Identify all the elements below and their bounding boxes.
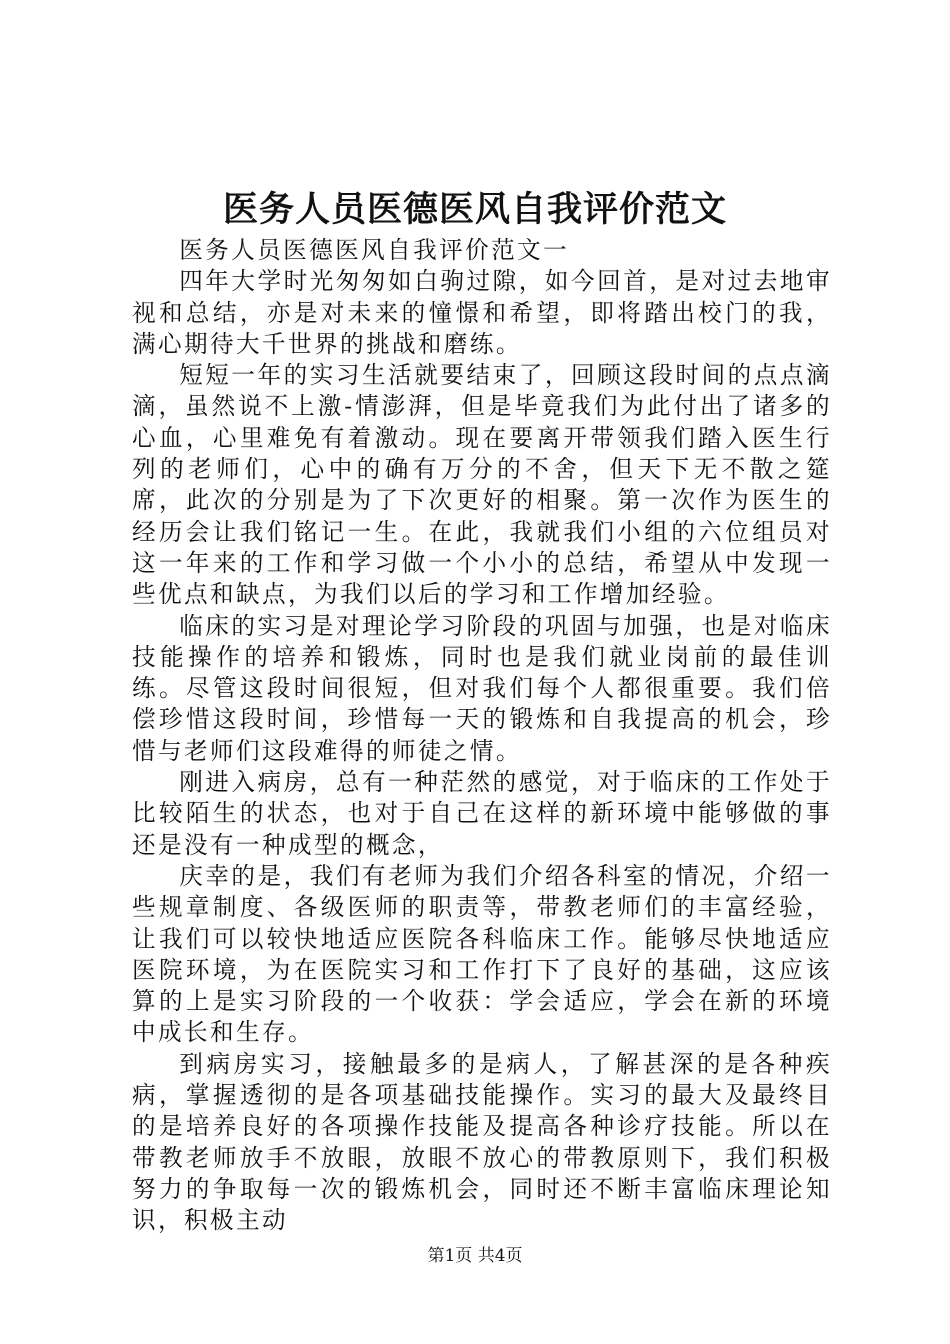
document-title: 医务人员医德医风自我评价范文 — [222, 189, 727, 230]
paragraph-5: 庆幸的是，我们有老师为我们介绍各科室的情况，介绍一些规章制度、各级医师的职责等，带教老师们的丰富经验，让我们可以较快地适应医院各科临床工作。能够尽快地适应医院环境，为在医院实习和工作打下了良好的基础，这应该算的上是实习阶段的一个收获：学会适应，学会在新的环境中成长和生存。 — [132, 861, 832, 1047]
paragraph-2: 短短一年的实习生活就要结束了，回顾这段时间的点点滴滴，虽然说不上激-情澎湃，但是毕竟我们为此付出了诸多的心血，心里难免有着激动。现在要离开带领我们踏入医生行列的老师们，心中的确有万分的不舍，但天下无不散之筵席，此次的分别是为了下次更好的相聚。第一次作为医生的经历会让我们铭记一生。在此，我就我们小组的六位组员对这一年来的工作和学习做一个小小的总结，希望从中发现一些优点和缺点，为我们以后的学习和工作增加经验。 — [132, 361, 832, 609]
paragraph-subtitle: 医务人员医德医风自我评价范文一 — [179, 236, 570, 264]
document-body — [132, 235, 832, 1237]
paragraph-6: 到病房实习，接触最多的是病人，了解甚深的是各种疾病，掌握透彻的是各项基础技能操作。实习的最大及最终目的是培养良好的各项操作技能及提高各种诊疗技能。所以在带教老师放手不放眼，放眼不放心的带教原则下，我们积极努力的争取每一次的锻炼机会，同时还不断丰富临床理论知识，积极主动 — [132, 1049, 832, 1235]
paragraph-4: 刚进入病房，总有一种茫然的感觉，对于临床的工作处于比较陌生的状态，也对于自己在这样的新环境中能够做的事还是没有一种成型的概念， — [132, 768, 832, 859]
page-number-footer: 第1页 共4页 — [427, 1246, 523, 1266]
paragraph-3: 临床的实习是对理论学习阶段的巩固与加强，也是对临床技能操作的培养和锻炼，同时也是我们就业岗前的最佳训练。尽管这段时间很短，但对我们每个人都很重要。我们倍偿珍惜这段时间，珍惜每一天的锻炼和自我提高的机会，珍惜与老师们这段难得的师徒之情。 — [132, 611, 832, 765]
paragraph-1: 四年大学时光匆匆如白驹过隙，如今回首，是对过去地审视和总结，亦是对未来的憧憬和希望，即将踏出校门的我，满心期待大千世界的挑战和磨练。 — [132, 267, 832, 358]
